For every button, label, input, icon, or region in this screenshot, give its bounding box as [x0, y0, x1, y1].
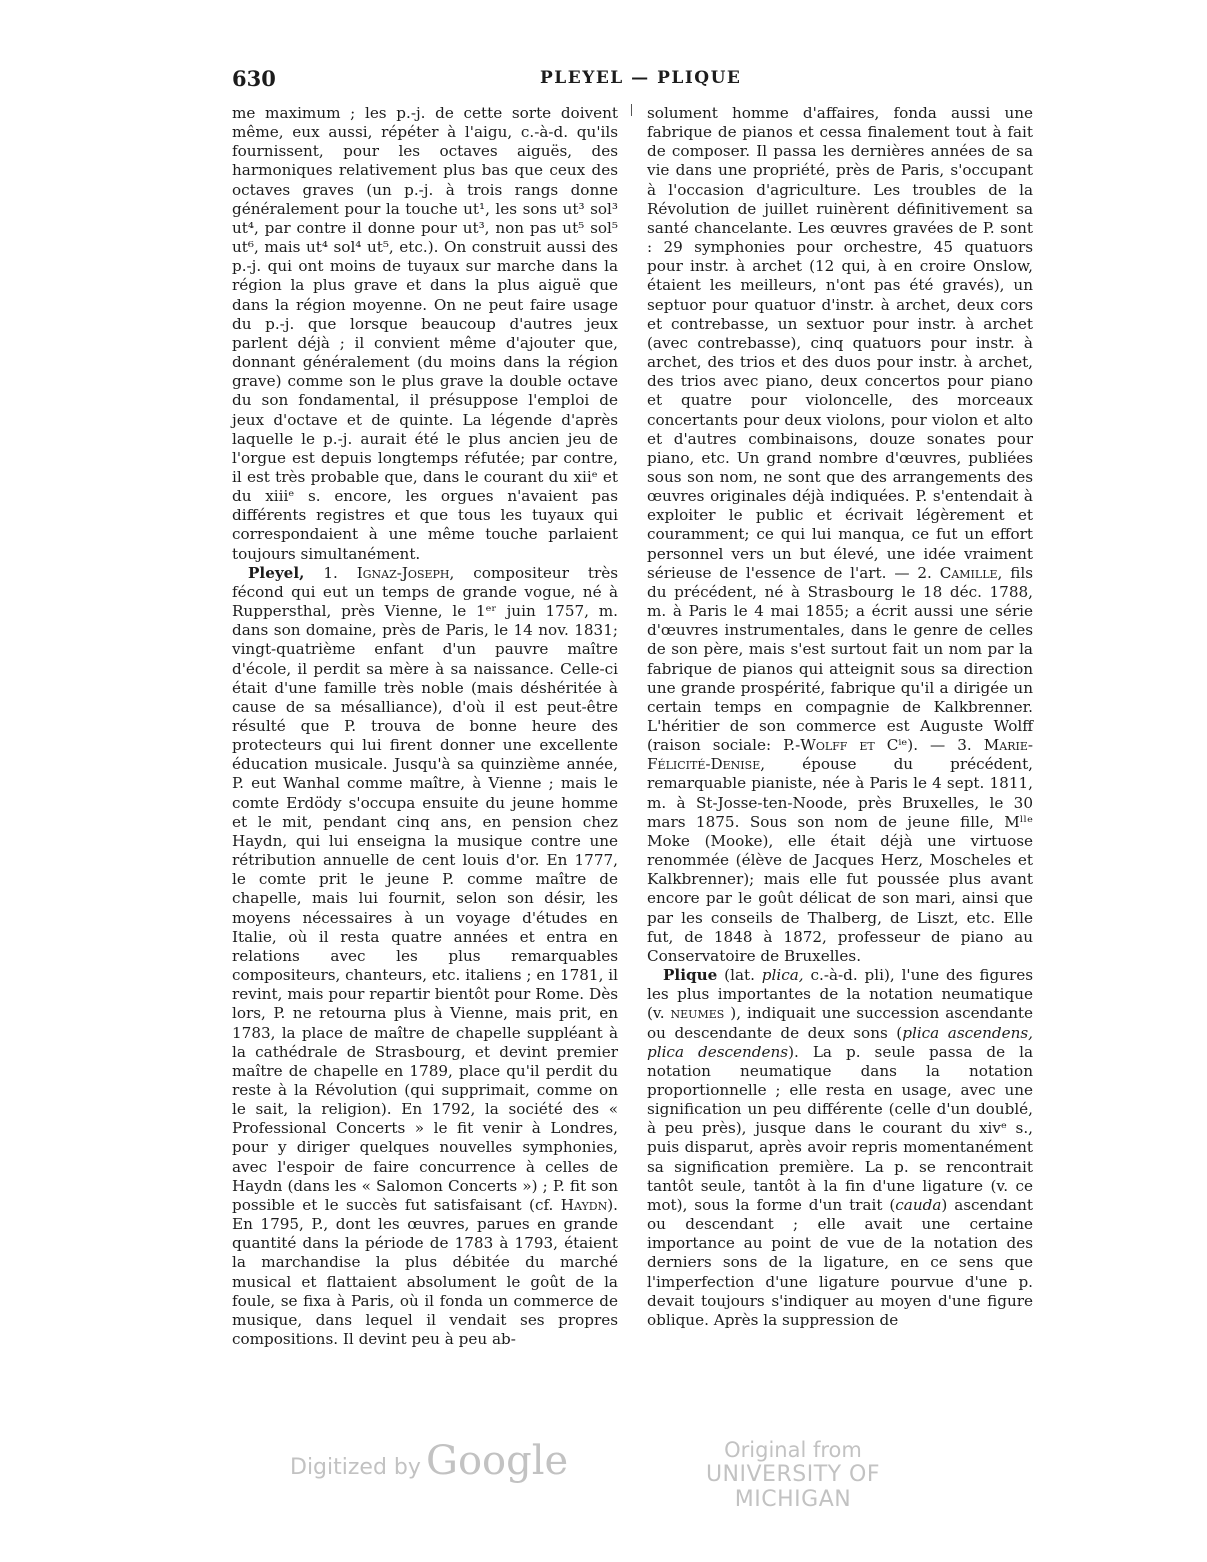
digitized-by-label: Digitized by [290, 1455, 421, 1480]
person-name-ignaz-joseph: Ignaz-Joseph, [356, 563, 455, 582]
entry-pleyel [232, 564, 618, 1349]
entry-continuation-plein-jeu: me maximum ; les p.-j. de cette sorte doivent même, eux aussi, répéter à l'aigu, c.-à-d. qu'ils fournissent, pour les octaves aiguës, des harmoniques relativement plus bas que ceux des octaves graves (un p.-j. à trois rangs donne généralement pour la touche ut¹, les sons ut³ sol³ ut⁴, par contre il donne pour ut³, non pas ut⁵ sol⁵ ut⁶, mais ut⁴ sol⁴ ut⁵, etc.). On construit aussi des p.-j. qui ont moins de tuyaux sur marche dans la région la plus grave et dans la plus aiguë que dans la région moyenne. On ne peut faire usage du p.-j. que lorsque beaucoup d'autres jeux parlent déjà ; il convient même d'ajouter que, donnant généralement (du moins dans la région grave) comme son le plus grave la double octave du son fondamental, il présuppose l'emploi de jeux d'octave et de quinte. La légende d'après laquelle le p.-j. aurait été le plus ancien jeu de l'orgue est depuis longtemps réfutée; par contre, il est très probable que, dans le courant du xiiᵉ et du xiiiᵉ s. encore, les orgues n'avaient pas différents registres et que tous les tuyaux qui correspondaient à une même touche parlaient toujours simultanément. [232, 104, 618, 563]
entry-body: ). La p. seule passa de la notation neumatique dans la notation proportionnelle ; elle resta en usage, avec une signification un peu différente (celle d'un doublé, à peu près), jusque dans le courant du xivᵉ s., puis disparut, après avoir repris momentanément sa signification première. La p. se rencontrait tantôt seule, tantôt à la fin d'une ligature (v. ce mot), sous la forme d'un trait ( [647, 1042, 1034, 1214]
person-name-marie: Marie-Félicité-Denise, [647, 736, 1033, 774]
entry-plique [647, 966, 1033, 1330]
entry-body: solument homme d'affaires, fonda aussi une fabrique de pianos et cessa finalement tout à fait de composer. Il passa les dernières années de sa vie dans une propriété, près de Paris, s'occupant à l'occasion d'agriculture. Les troubles de la Révolution de juillet ruinèrent définitivement sa santé chancelante. Les œuvres gravées de P. sont : 29 symphonies pour orchestre, 45 quatuors pour instr. à archet (12 qui, à en croire Onslow, étaient les meilleurs, n'ont pas été gravés), un septuor pour quatuor d'instr. à archet, deux cors et contrebasse, un sextuor pour instr. à archet (avec contrebasse), cinq quatuors pour instr. à archet, des trios et des duos pour instr. à archet, des trios avec piano, deux concertos pour piano et quatre pour violoncelle, des morceaux concertants pour deux violons, pour violon et alto et d'autres combinaisons, douze sonates pour piano, etc. Un grand nombre d'œuvres, publiées sous son nom, ne sont que des arrangements des œuvres originales déjà indiquées. P. s'entendait à exploiter le public et écrivait légèrement et couramment; ce qui lui manqua, ce fut un effort personnel vers un but élevé, une idée vraiment sérieuse de l'essence de l'art. — 2. [647, 104, 1033, 582]
running-head: PLEYEL — PLIQUE [540, 68, 742, 88]
left-column [232, 104, 618, 1349]
person-name-camille: Camille, [939, 563, 1003, 582]
entry-headword-pleyel: Pleyel, [248, 563, 305, 582]
punctuation: ). [907, 736, 919, 755]
right-column [647, 104, 1033, 1330]
entry-body: fils du précédent, né à Strasbourg le 18 déc. 1788, m. à Paris le 4 mai 1855; a écrit aussi une série d'œuvres instrumentales, dans le genre de celles de son père, mais s'est surtout fait un nom par la fabrique de pianos qui atteignit sous sa direction une grande prospérité, fabrique qu'il a dirigée un certain temps en compagnie de Kalkbrenner. L'héritier de son commerce est Auguste Wolff (raison sociale: P.- [647, 563, 1033, 755]
entry-number: — 3. [930, 736, 972, 755]
entry-body: ), indiquait une succession ascendante ou descendante de deux sons ( [647, 1004, 1034, 1042]
latin-term: plica, [761, 966, 804, 985]
entry-body: compositeur très fécond qui eut un temps de grande vogue, né à Ruppersthal, près Vienne, le 1ᵉʳ juin 1757, m. dans son domaine, près de Paris, le 14 nov. 1831; vingt-quatrième enfant d'un pauvre maître d'école, il perdit sa mère à sa naissance. Celle-ci était d'une famille très noble (mais déshéritée à cause de sa mésalliance), d'où il est peut-être résulté que P. trouva de bonne heure des protecteurs qui lui firent donner une excellente éducation musicale. Jusqu'à sa quinzième année, P. eut Wanhal comme maître, à Vienne ; mais le comte Erdödy s'occupa ensuite du jeune homme et le mit, pendant cinq ans, en pension chez Haydn, qui lui enseigna la musique contre une rétribution annuelle de cent louis d'or. En 1777, le comte prit le jeune P. comme maître de chapelle, mais lui fournit, selon son désir, les moyens nécessaires à un voyage d'études en Italie, où il resta quatre années et entra en relations avec les plus remarquables compositeurs, chanteurs, etc. italiens ; en 1781, il revint, mais pour repartir bientôt pour Rome. Dès lors, P. ne retourna plus à Vienne, mais prit, en 1783, la place de maître de chapelle suppléant à la cathédrale de Strasbourg, et devint premier maître de chapelle en 1789, place qu'il perdit du reste à la Révolution (qui supprimait, comme on le sait, la religion). En 1792, la société des « Professional Concerts » le fit venir à Londres, pour y diriger quelques nouvelles symphonies, avec l'espoir de faire concurrence à celles de Haydn (dans les « Salomon Concerts ») ; P. fit son possible et le succès fut satisfaisant (cf. [232, 563, 618, 1214]
entry-body-tail: ). En 1795, P., dont les œuvres, parues en grande quantité dans la période de 1783 à 1793, étaient la marchandise la plus débitée du marché musical et flattaient absolument le goût de la foule, se fixa à Paris, où il fonda un commerce de musique, dans lequel il vendait ses propres compositions. Il devint peu à peu ab- [232, 1195, 618, 1348]
university-label: UNIVERSITY OF MICHIGAN [705, 1462, 881, 1512]
firm-name: Wolff et Cⁱᵉ [800, 736, 908, 755]
latin-term: cauda [895, 1195, 942, 1214]
digitized-by-google-watermark [290, 1438, 568, 1484]
page-header [232, 66, 1032, 96]
google-logo: Google [426, 1438, 569, 1484]
entry-body: ) ascendant ou descendant ; elle avait une certaine importance au point de vue de la notation des derniers sons de la ligature, en ce sens que l'imperfection d'une ligature pourvue d'une p. devait toujours s'indiquer au moyen d'une figure oblique. Après la suppression de [647, 1195, 1033, 1329]
latin-term: plica ascendens, plica descendens [647, 1023, 1034, 1061]
entry-body: (lat. [724, 966, 755, 985]
cross-reference-haydn: Haydn [560, 1195, 608, 1214]
column-divider-mark [631, 104, 632, 116]
cross-reference-neumes: neumes [670, 1004, 725, 1023]
entry-body: c.-à-d. pli), l'une des figures les plus importantes de la notation neumatique (v. [647, 966, 1034, 1023]
entry-body: épouse du précédent, remarquable pianiste, née à Paris le 4 sept. 1811, m. à St-Josse-ten-Noode, près Bruxelles, le 30 mars 1875. Sous son nom de jeune fille, Mˡˡᵉ Moke (Mooke), elle était déjà une virtuose renommée (élève de Jacques Herz, Moscheles et Kalkbrenner); mais elle fut poussée plus avant encore par le goût délicat de son mari, ainsi que par les conseils de Thalberg, de Liszt, etc. Elle fut, de 1848 à 1872, professeur de piano au Conservatoire de Bruxelles. [647, 755, 1033, 965]
entry-headword-plique: Plique [663, 966, 718, 985]
original-from-label: Original from [724, 1438, 862, 1462]
page-number: 630 [232, 66, 276, 91]
entry-pleyel-continuation [647, 104, 1033, 966]
entry-number: 1. [323, 563, 338, 582]
original-from-watermark [668, 1438, 918, 1512]
